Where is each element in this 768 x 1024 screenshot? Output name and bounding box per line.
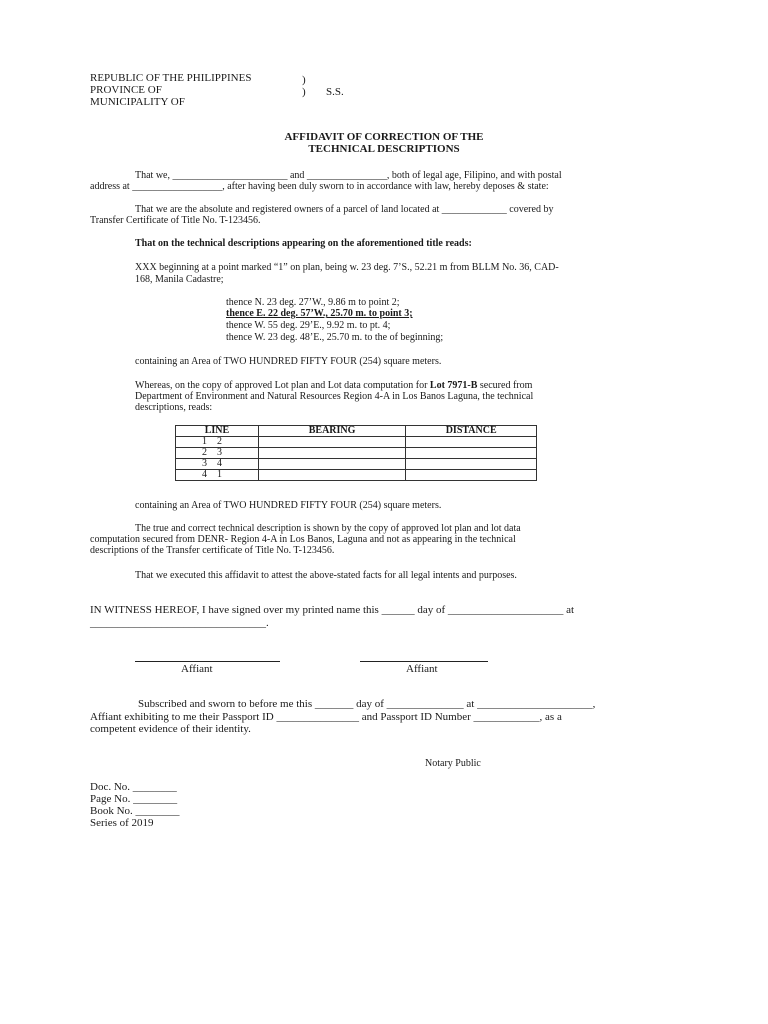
lot-number: Lot 7971-B bbox=[429, 380, 478, 391]
cell-line: 3 4 bbox=[176, 459, 259, 470]
table-row bbox=[176, 448, 537, 459]
cell-distance bbox=[406, 470, 537, 481]
col-header-distance: DISTANCE bbox=[406, 426, 537, 437]
technical-description-table bbox=[175, 425, 537, 481]
para-3-bold: That on the technical descriptions appearing on the aforementioned title reads: bbox=[135, 238, 472, 249]
title-line-2: TECHNICAL DESCRIPTIONS bbox=[308, 143, 460, 155]
cell-bearing bbox=[258, 459, 406, 470]
para-1-line-1: That we, _______________________ and ________________, both of legal age, Filipino, and with postal bbox=[135, 170, 562, 181]
para-4-line-1: XXX beginning at a point marked “1” on plan, being w. 23 deg. 7’S., 52.21 m from BLLM No. 36, CAD- bbox=[135, 262, 559, 273]
table-row bbox=[176, 459, 537, 470]
cell-bearing bbox=[258, 437, 406, 448]
page-no: Page No. ________ bbox=[90, 793, 178, 805]
affiant-label-2: Affiant bbox=[406, 663, 438, 675]
table-header-row bbox=[176, 426, 537, 437]
thence-1: thence N. 23 deg. 27’W., 9.86 m to point 2; bbox=[226, 297, 400, 308]
para-1-line-2: address at __________________, after having been duly sworn to in accordance with law, hereby deposes & state: bbox=[90, 181, 549, 192]
witness-line-1: IN WITNESS HEREOF, I have signed over my printed name this ______ day of _____________________ at bbox=[90, 604, 575, 616]
para-5-line-2: Department of Environment and Natural Resources Region 4-A in Los Banos Laguna, the technical bbox=[135, 391, 534, 402]
para-2-line-1: That we are the absolute and registered owners of a parcel of land located at _____________ covered by bbox=[135, 204, 554, 215]
signature-line-1 bbox=[135, 661, 280, 662]
area-statement-1: containing an Area of TWO HUNDRED FIFTY FOUR (254) square meters. bbox=[135, 356, 442, 367]
signature-line-2 bbox=[360, 661, 488, 662]
notary-public-label: Notary Public bbox=[425, 758, 481, 769]
para-4-line-2: 168, Manila Cadastre; bbox=[135, 274, 224, 285]
area-statement-2: containing an Area of TWO HUNDRED FIFTY FOUR (254) square meters. bbox=[135, 500, 442, 511]
cell-line: 4 1 bbox=[176, 470, 259, 481]
jurat-line-2: Affiant exhibiting to me their Passport ID _______________ and Passport ID Number ____________, as a bbox=[90, 711, 562, 723]
header-paren-1: ) bbox=[302, 74, 306, 86]
para-7: That we executed this affidavit to attest the above-stated facts for all legal intents and purposes. bbox=[135, 570, 517, 581]
thence-3: thence W. 55 deg. 29’E., 9.92 m. to pt. 4; bbox=[226, 320, 391, 331]
cell-bearing bbox=[258, 470, 406, 481]
col-header-line: LINE bbox=[176, 426, 259, 437]
header-province: PROVINCE OF bbox=[90, 84, 162, 96]
cell-distance bbox=[406, 437, 537, 448]
para-5-line-3: descriptions, reads: bbox=[135, 402, 213, 413]
title-line-1: AFFIDAVIT OF CORRECTION OF THE bbox=[284, 131, 484, 143]
para-2-line-2: Transfer Certificate of Title No. T-123456. bbox=[90, 215, 261, 226]
para-5-text-a: Whereas, on the copy of approved Lot plan and Lot data computation for bbox=[135, 380, 428, 391]
book-no: Book No. ________ bbox=[90, 805, 180, 817]
jurat-line-1: Subscribed and sworn to before me this _______ day of ______________ at _____________________, bbox=[138, 698, 596, 710]
cell-bearing bbox=[258, 448, 406, 459]
jurat-line-3: competent evidence of their identity. bbox=[90, 723, 251, 735]
para-5-text-b: secured from bbox=[479, 380, 533, 391]
cell-line: 1 2 bbox=[176, 437, 259, 448]
col-header-bearing: BEARING bbox=[258, 426, 406, 437]
para-6-line-2: computation secured from DENR- Region 4-A in Los Banos, Laguna and not as appearing in the technical bbox=[90, 534, 516, 545]
table-row bbox=[176, 470, 537, 481]
cell-distance bbox=[406, 459, 537, 470]
doc-no: Doc. No. ________ bbox=[90, 781, 177, 793]
affiant-label-1: Affiant bbox=[181, 663, 213, 675]
series-year: Series of 2019 bbox=[90, 817, 154, 829]
cell-line: 2 3 bbox=[176, 448, 259, 459]
witness-line-2: ________________________________. bbox=[90, 617, 269, 629]
thence-4: thence W. 23 deg. 48’E., 25.70 m. to the of beginning; bbox=[226, 332, 444, 343]
thence-2: thence E. 22 deg. 57’W., 25.70 m. to point 3; bbox=[226, 308, 413, 319]
table-row bbox=[176, 437, 537, 448]
para-5-line-1 bbox=[135, 380, 532, 391]
para-6-line-3: descriptions of the Transfer certificate of Title No. T-123456. bbox=[90, 545, 335, 556]
cell-distance bbox=[406, 448, 537, 459]
header-ss: S.S. bbox=[326, 86, 344, 98]
header-municipality: MUNICIPALITY OF bbox=[90, 96, 185, 108]
para-6-line-1: The true and correct technical description is shown by the copy of approved lot plan and lot data bbox=[135, 523, 521, 534]
header-republic: REPUBLIC OF THE PHILIPPINES bbox=[90, 72, 252, 84]
header-paren-2: ) bbox=[302, 86, 306, 98]
